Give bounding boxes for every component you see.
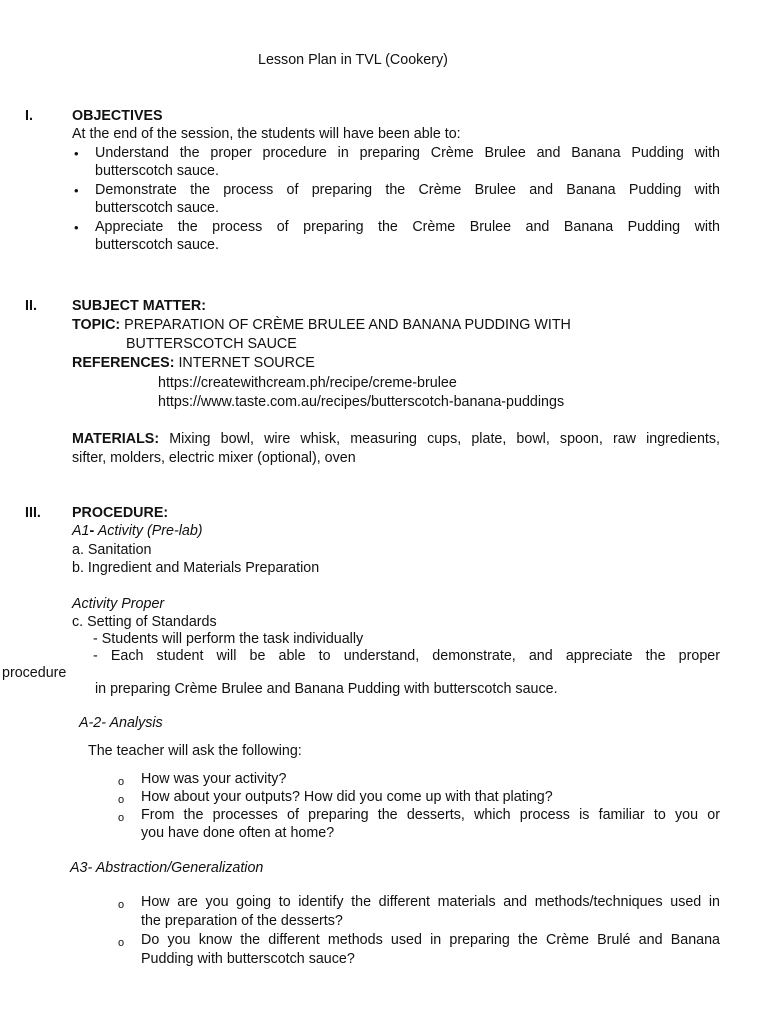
objective-item-3-line2: butterscotch sauce. (95, 237, 219, 253)
standard-item-1: - Students will perform the task individually (93, 631, 364, 647)
a2-question-3-line1: From the processes of preparing the desserts, which process is familiar to you or (141, 807, 720, 823)
a3-question-1-line2: the preparation of the desserts? (141, 913, 343, 929)
circle-bullet-icon: o (118, 899, 125, 911)
topic-line (72, 316, 571, 335)
objective-item-2-line1: Demonstrate the process of preparing the Crème Brulee and Banana Pudding with (95, 182, 720, 198)
subject-matter-heading: SUBJECT MATTER: (72, 298, 206, 314)
objectives-numeral: I. (25, 108, 33, 124)
materials-label: MATERIALS: (72, 431, 160, 447)
a3-question-2-line1: Do you know the different methods used in preparing the Crème Brulé and Banana (141, 932, 720, 948)
bullet-glyph: • (74, 146, 79, 161)
a3-heading: A3- Abstraction/Generalization (70, 860, 264, 876)
bullet-glyph: • (74, 183, 79, 198)
topic-value: PREPARATION OF CRÈME BRULEE AND BANANA PUDDING WITH (120, 317, 571, 333)
a1-heading (72, 522, 203, 541)
a1-item-sanitation: a. Sanitation (72, 542, 152, 558)
a1-item-preparation: b. Ingredient and Materials Preparation (72, 560, 320, 576)
standard-item-2-wrap: procedure (2, 665, 67, 681)
a1-title: Activity (Pre-lab) (94, 523, 203, 539)
subject-matter-numeral: II. (25, 298, 37, 314)
objective-item-2-line2: butterscotch sauce. (95, 200, 219, 216)
standard-item-2-line1: - Each student will be able to understand, demonstrate, and appreciate the proper (93, 648, 720, 664)
a2-question-2: How about your outputs? How did you come up with that plating? (141, 789, 553, 805)
a1-prefix: A1 (72, 523, 90, 539)
a2-question-3-line2: you have done often at home? (141, 825, 335, 841)
topic-value-line2: BUTTERSCOTCH SAUCE (126, 336, 297, 352)
references-line (72, 354, 315, 373)
a2-heading: A-2- Analysis (79, 715, 163, 731)
circle-bullet-icon: o (118, 776, 125, 788)
a1-dash: - (89, 523, 95, 539)
document-title: Lesson Plan in TVL (Cookery) (258, 52, 448, 68)
activity-proper-heading: Activity Proper (72, 596, 165, 612)
bullet-glyph: • (74, 220, 79, 235)
references-value: INTERNET SOURCE (174, 355, 315, 371)
objective-item-1-line2: butterscotch sauce. (95, 163, 219, 179)
objectives-heading: OBJECTIVES (72, 108, 163, 124)
circle-bullet-icon: o (118, 812, 125, 824)
references-label: REFERENCES: (72, 355, 175, 371)
a3-question-1-line1: How are you going to identify the different materials and methods/techniques used in (141, 894, 720, 910)
reference-link-2[interactable]: https://www.taste.com.au/recipes/butterscotch-banana-puddings (158, 394, 565, 410)
materials-line2: sifter, molders, electric mixer (optional), oven (72, 450, 356, 466)
procedure-heading: PROCEDURE: (72, 505, 169, 521)
setting-standards: c. Setting of Standards (72, 614, 217, 630)
a2-intro: The teacher will ask the following: (88, 743, 302, 759)
standard-item-2-line2: in preparing Crème Brulee and Banana Pudding with butterscotch sauce. (95, 681, 558, 697)
materials-line1 (72, 430, 720, 449)
a3-question-2-line2: Pudding with butterscotch sauce? (141, 951, 355, 967)
reference-link-1[interactable]: https://createwithcream.ph/recipe/creme-brulee (158, 375, 457, 391)
a2-question-1: How was your activity? (141, 771, 287, 787)
circle-bullet-icon: o (118, 937, 125, 949)
objective-item-3-line1: Appreciate the process of preparing the Crème Brulee and Banana Pudding with (95, 219, 720, 235)
procedure-numeral: III. (25, 505, 41, 521)
topic-label: TOPIC: (72, 317, 121, 333)
objective-item-1-line1: Understand the proper procedure in preparing Crème Brulee and Banana Pudding with (95, 145, 720, 161)
materials-value: Mixing bowl, wire whisk, measuring cups, plate, bowl, spoon, raw ingredients, (159, 431, 720, 447)
circle-bullet-icon: o (118, 794, 125, 806)
objectives-intro: At the end of the session, the students will have been able to: (72, 126, 461, 142)
